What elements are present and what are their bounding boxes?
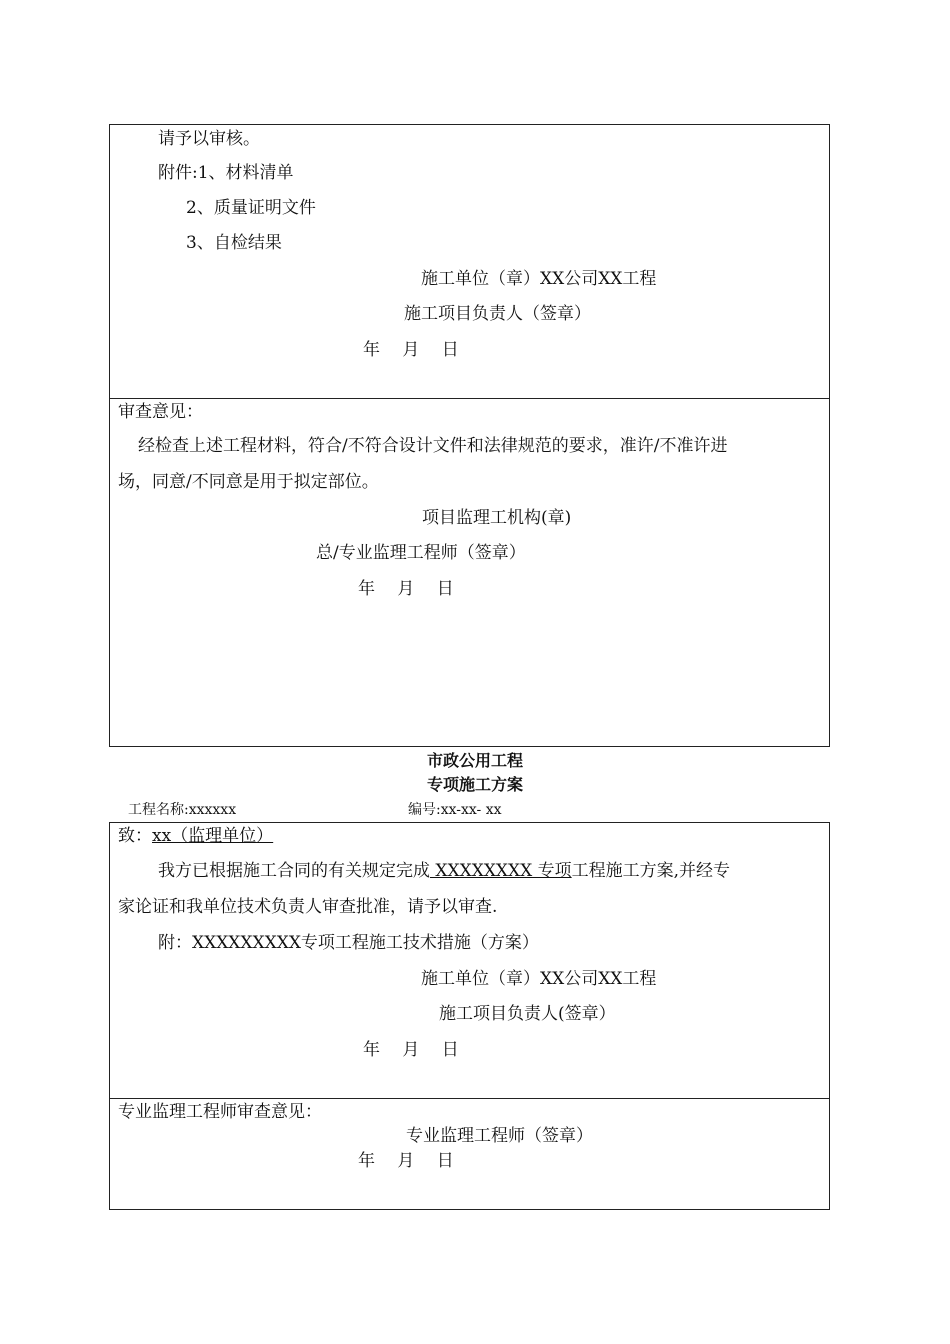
form-title-1: 市政公用工程 [426,751,523,770]
addressee [118,825,273,847]
date-line: 年 月 日 [363,340,459,360]
date-line: 年 月 日 [358,1151,454,1171]
plan-body-line1 [158,860,730,882]
project-manager-sign: 施工项目负责人(签章） [439,1004,616,1024]
project-name: 工程名称:xxxxxx [128,802,237,818]
form-title-2: 专项施工方案 [426,775,523,794]
project-manager-sign: 施工项目负责人（签章） [404,304,591,324]
plan-body-b: 工程施工方案,并经专 [571,861,731,881]
attachment-3: 3、自检结果 [186,233,282,253]
attachment-1: 附件:1、材料清单 [158,163,294,183]
engineer-sign: 专业监理工程师（签章） [406,1126,593,1146]
document-number: 编号:xx-xx- xx [408,802,502,818]
date-line: 年 月 日 [363,1040,459,1060]
supervision-org: 项目监理工机构(章) [422,508,572,528]
plan-name-fill: XXXXXXXX 专项 [430,861,572,881]
plan-body-a: 我方已根据施工合同的有关规定完成 [158,861,430,881]
plan-body-line2: 家论证和我单位技术负责人审查批准，请予以审查. [118,897,498,917]
construction-unit: 施工单位（章）XX公司XX工程 [421,969,657,989]
addressee-value: xx（监理单位） [152,826,274,846]
engineer-opinion-title: 专业监理工程师审查意见： [118,1102,322,1122]
review-body-line2: 场，同意/不同意是用于拟定部位。 [118,472,379,492]
review-request-text: 请予以审核。 [158,129,260,149]
construction-unit: 施工单位（章）XX公司XX工程 [421,269,657,289]
review-title: 审查意见： [118,402,203,422]
attachment-2: 2、质量证明文件 [186,198,316,218]
review-body-line1: 经检查上述工程材料，符合/不符合设计文件和法律规范的要求，准许/不准许进 [138,436,728,456]
plan-attachment: 附：XXXXXXXXX专项工程施工技术措施（方案） [158,933,539,953]
supervision-engineer-sign: 总/专业监理工程师（签章） [316,543,526,563]
addressee-label: 致： [118,826,152,846]
date-line: 年 月 日 [358,579,454,599]
